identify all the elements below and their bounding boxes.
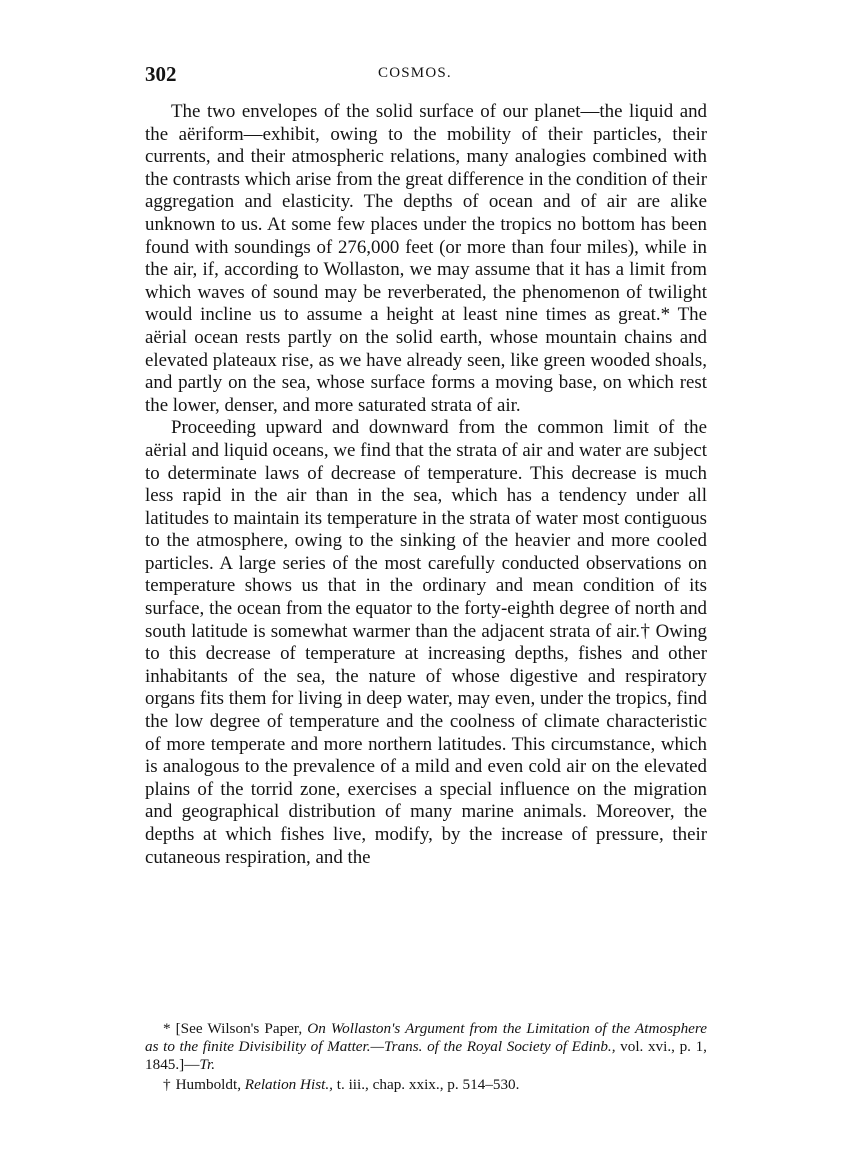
footnote-title: On Wollaston's Argument from the Limitation of the Atmosphere as to the finite Divisibility of Matter.—Trans. of the Royal Society of Edinb.,: [145, 1020, 708, 1056]
footnote-reference: t. iii., chap. xxix., p. 514–530.: [336, 1075, 520, 1093]
paragraph: Proceeding upward and downward from the common limit of the aërial and liquid oceans, we find that the strata of air and water are subject to determinate laws of decrease of temperature. This decrease is much less rapid in the air than in the sea, which has a tendency under all latitudes to maintain its temperature in the strata of water most contiguous to the atmosphere, owing to the sinking of the heavier and more cooled particles. A large series of the most carefully conducted observations on temperature shows us that in the ordinary and mean condition of its surface, the ocean from the equator to the forty-eighth degree of north and south latitude is somewhat warmer than the adjacent strata of air.† Owing to this decrease of temperature at increasing depths, fishes and other inhabitants of the sea, the nature of whose digestive and respiratory organs fits them for living in deep water, may even, under the tropics, find the low degree of temperature and the coolness of climate characteristic of more temperate and more northern latitudes. This circumstance, which is analogous to the prevalence of a mild and even cold air on the elevated plains of the torrid zone, exercises a special influence on the migration and geographical distribution of many marine animals. Moreover, the depths at which fishes live, modify, by the increase of pressure, their cutaneous respiration, and the: [145, 417, 707, 868]
running-title: COSMOS.: [378, 65, 452, 81]
footnote: [145, 1020, 707, 1075]
footnote-mark: *: [163, 1020, 171, 1037]
translator-note: Tr.: [199, 1056, 216, 1074]
paragraph: The two envelopes of the solid surface of our planet—the liquid and the aëriform—exhibit, owing to the mobility of their particles, their currents, and their atmospheric relations, many analogies combined with the contrasts which arise from the great difference in the condition of their aggregation and elasticity. The depths of ocean and of air are alike unknown to us. At some few places under the tropics no bottom has been found with soundings of 276,000 feet (or more than four miles), while in the air, if, according to Wollaston, we may assume that it has a limit from which waves of sound may be reverberated, the phenomenon of twilight would incline us to assume a height at least nine times as great.* The aërial ocean rests partly on the solid earth, whose mountain chains and elevated plateaux rise, as we have already seen, like green wooded shoals, and partly on the sea, whose surface forms a moving base, on which rest the lower, denser, and more saturated strata of air.: [145, 101, 707, 416]
footnote-author: Humboldt,: [175, 1075, 241, 1093]
footnote-title: Relation Hist.,: [244, 1075, 333, 1093]
footnote-mark: †: [163, 1075, 171, 1093]
body-text: [145, 101, 707, 869]
footnote-reference: vol. xvi., p. 1, 1845.]—: [145, 1038, 707, 1074]
footnote: [145, 1076, 707, 1094]
page-number: 302: [145, 62, 177, 86]
page-header: [145, 62, 707, 92]
footnote-text: [See Wilson's Paper,: [175, 1020, 303, 1037]
footnotes: [145, 1020, 707, 1094]
